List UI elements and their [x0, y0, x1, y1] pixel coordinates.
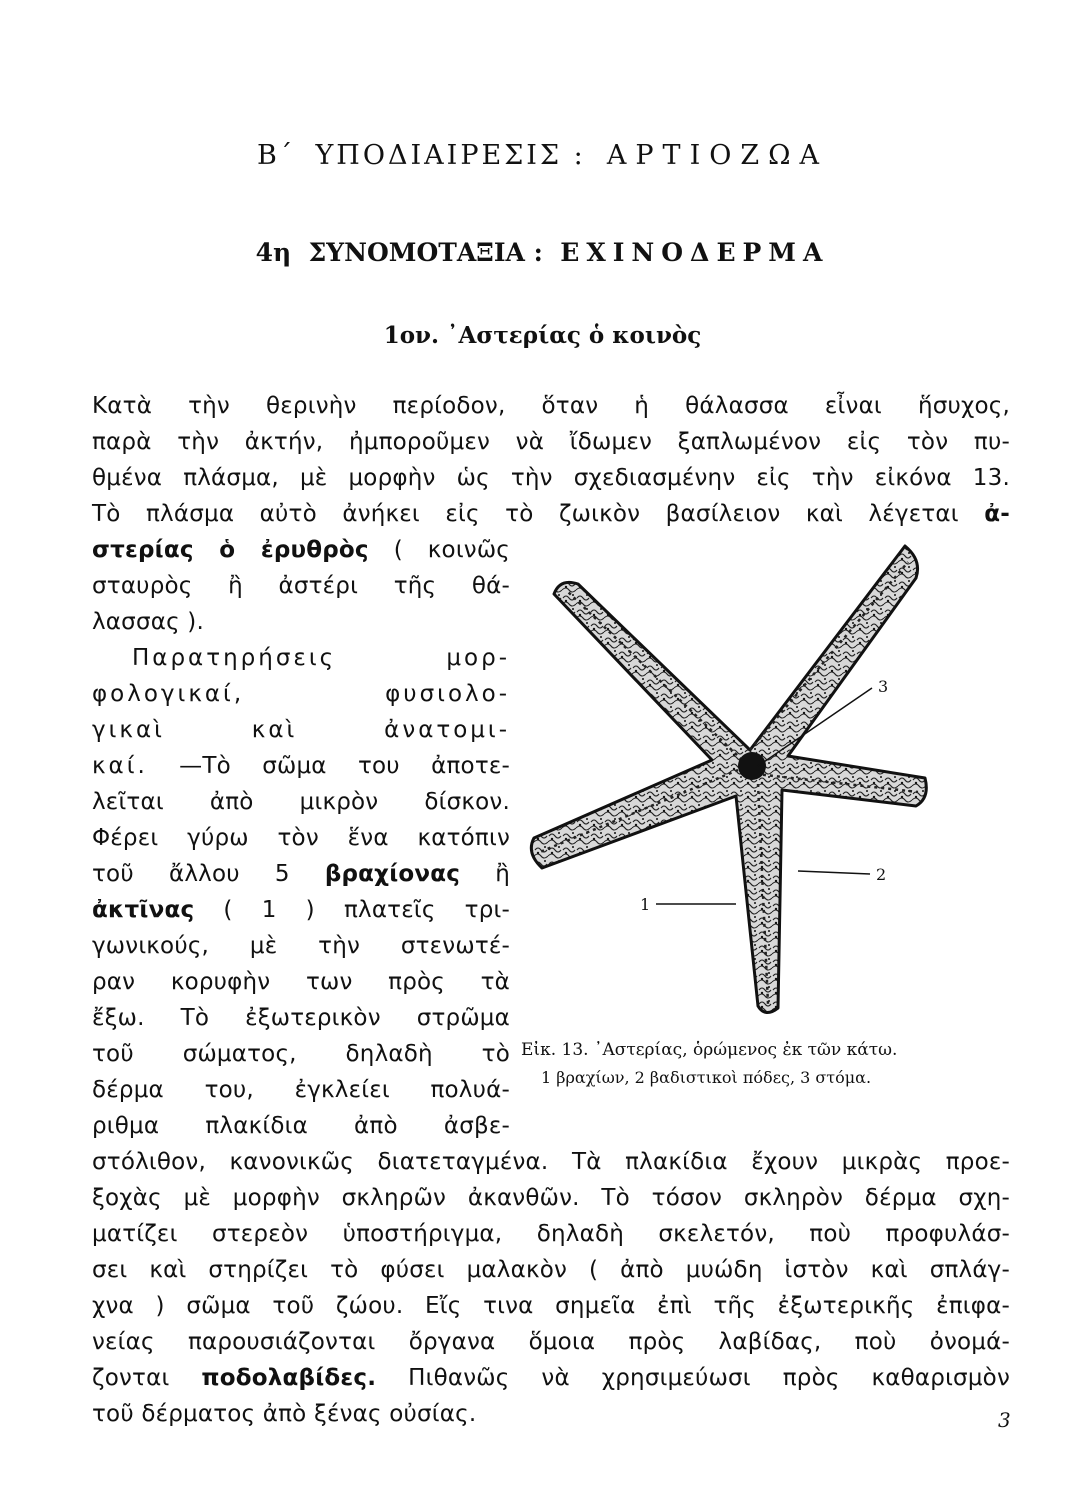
starfish-illustration: [520, 538, 940, 1018]
text-line: [92, 496, 1010, 532]
text-line: [92, 892, 510, 928]
text-run: —Τὸ σῶμα του ἀποτε-: [179, 753, 511, 779]
text-run: ἢ: [495, 861, 510, 887]
chapter-prefix: 4η: [255, 238, 292, 267]
text-line: [92, 748, 510, 784]
text-run: ζονται: [92, 1365, 170, 1391]
term-bold: στερίας ὁ ἐρυθρὸς: [92, 537, 369, 563]
chapter-heading: [0, 238, 1085, 267]
text-line: ματίζει στερεὸν ὑποστήριγμα, δηλαδὴ σκελετόν, ποὺ προφυλάσ-: [92, 1221, 1010, 1247]
text-line: λεῖται ἀπὸ μικρὸν δίσκον.: [92, 789, 510, 815]
section-name: ΑΡΤΙΟΖΩΑ: [606, 140, 829, 171]
text-run: Τὸ πλάσμα αὐτὸ ἀνήκει εἰς τὸ ζωικὸν βασίλειον καὶ λέγεται: [92, 501, 959, 527]
text-line: Φέρει γύρω τὸν ἕνα κατόπιν: [92, 825, 510, 851]
text-line: [92, 1360, 1010, 1396]
chapter-word: ΣΥΝΟΜΟΤΑΞΙΑ :: [308, 238, 543, 267]
text-line: παρὰ τὴν ἀκτήν, ἠμποροῦμεν νὰ ἴδωμεν ξαπλωμένον εἰς τὸν πυ-: [92, 429, 1010, 455]
text-line: τοῦ σώματος, δηλαδὴ τὸ: [92, 1041, 510, 1067]
label-3: 3: [878, 677, 889, 696]
text-line: ἔξω. Τὸ ἐξωτερικὸν στρῶμα: [92, 1005, 510, 1031]
text-run: τοῦ ἄλλου 5: [92, 861, 290, 887]
text-line: γωνικούς, μὲ τὴν στενωτέ-: [92, 933, 510, 959]
term-bold: ποδολαβίδες.: [201, 1365, 377, 1391]
text-line: χνα ) σῶμα τοῦ ζώου. Εἴς τινα σημεῖα ἐπὶ τῆς ἐξωτερικῆς ἐπιφα-: [92, 1293, 1010, 1319]
chapter-name: ΕΧΙΝΟΔΕΡΜΑ: [560, 238, 830, 267]
text-line: [92, 532, 510, 568]
section-word: ΥΠΟΔΙΑΙΡΕΣΙΣ :: [315, 140, 586, 171]
figure-caption: Εἰκ. 13. ᾿Αστερίας, ὁρώμενος ἐκ τῶν κάτω.: [521, 1040, 898, 1060]
page-number: 3: [998, 1408, 1011, 1432]
text-line: [92, 856, 510, 892]
text-line: φολογικαί, φυσιολο-: [92, 681, 510, 707]
section-prefix: Β΄: [256, 140, 295, 171]
text-line: ριθμα πλακίδια ἀπὸ ἀσβε-: [92, 1113, 510, 1139]
text-line: ραν κορυφὴν των πρὸς τὰ: [92, 969, 510, 995]
text-line: γικαὶ καὶ ἀνατομι-: [92, 717, 510, 743]
text-line: ξοχὰς μὲ μορφὴν σκληρῶν ἀκανθῶν. Τὸ τόσον σκληρὸν δέρμα σχη-: [92, 1185, 1010, 1211]
subheading: 1ον. ᾿Αστερίας ὁ κοινὸς: [383, 322, 702, 349]
text-line: σει καὶ στηρίζει τὸ φύσει μαλακὸν ( ἀπὸ μυώδη ἱστὸν καὶ σπλάγ-: [92, 1257, 1010, 1283]
starfish-body: [531, 546, 926, 1013]
text-run: Πιθανῶς νὰ χρησιμεύωσι πρὸς καθαρισμὸν: [408, 1365, 1010, 1391]
figure-caption-legend: 1 βραχίων, 2 βαδιστικοὶ πόδες, 3 στόμα.: [541, 1068, 872, 1087]
text-line: δέρμα του, ἐγκλείει πολυά-: [92, 1077, 510, 1103]
text-line: λασσας ).: [92, 609, 204, 635]
text-run: ( κοινῶς: [393, 537, 511, 563]
text-run: καί.: [92, 753, 148, 779]
term-bold: βραχίονας: [324, 861, 461, 887]
label-2: 2: [876, 865, 887, 884]
text-run: ( 1 ) πλατεῖς τρι-: [223, 897, 510, 923]
mouth-mark: [738, 752, 766, 780]
term-bold: ἀ-: [984, 501, 1010, 527]
text-line: τοῦ δέρματος ἀπὸ ξένας οὐσίας.: [92, 1401, 477, 1427]
text-line: θμένα πλάσμα, μὲ μορφὴν ὡς τὴν σχεδιασμένην εἰς τὴν εἰκόνα 13.: [92, 465, 1010, 491]
term-bold: ἀκτῖνας: [92, 897, 195, 923]
label-1: 1: [640, 895, 651, 914]
text-line: Κατὰ τὴν θερινὴν περίοδον, ὅταν ἡ θάλασσα εἶναι ἥσυχος,: [92, 393, 1010, 419]
section-heading: [0, 140, 1085, 171]
text-line: σταυρὸς ἢ ἀστέρι τῆς θά-: [92, 573, 510, 599]
text-line: νείας παρουσιάζονται ὄργανα ὅμοια πρὸς λαβίδας, ποὺ ὀνομά-: [92, 1329, 1010, 1355]
text-line: στόλιθον, κανονικῶς διατεταγμένα. Τὰ πλακίδια ἔχουν μικρὰς προε-: [92, 1149, 1010, 1175]
text-line: Παρατηρήσεις μορ-: [132, 645, 510, 671]
